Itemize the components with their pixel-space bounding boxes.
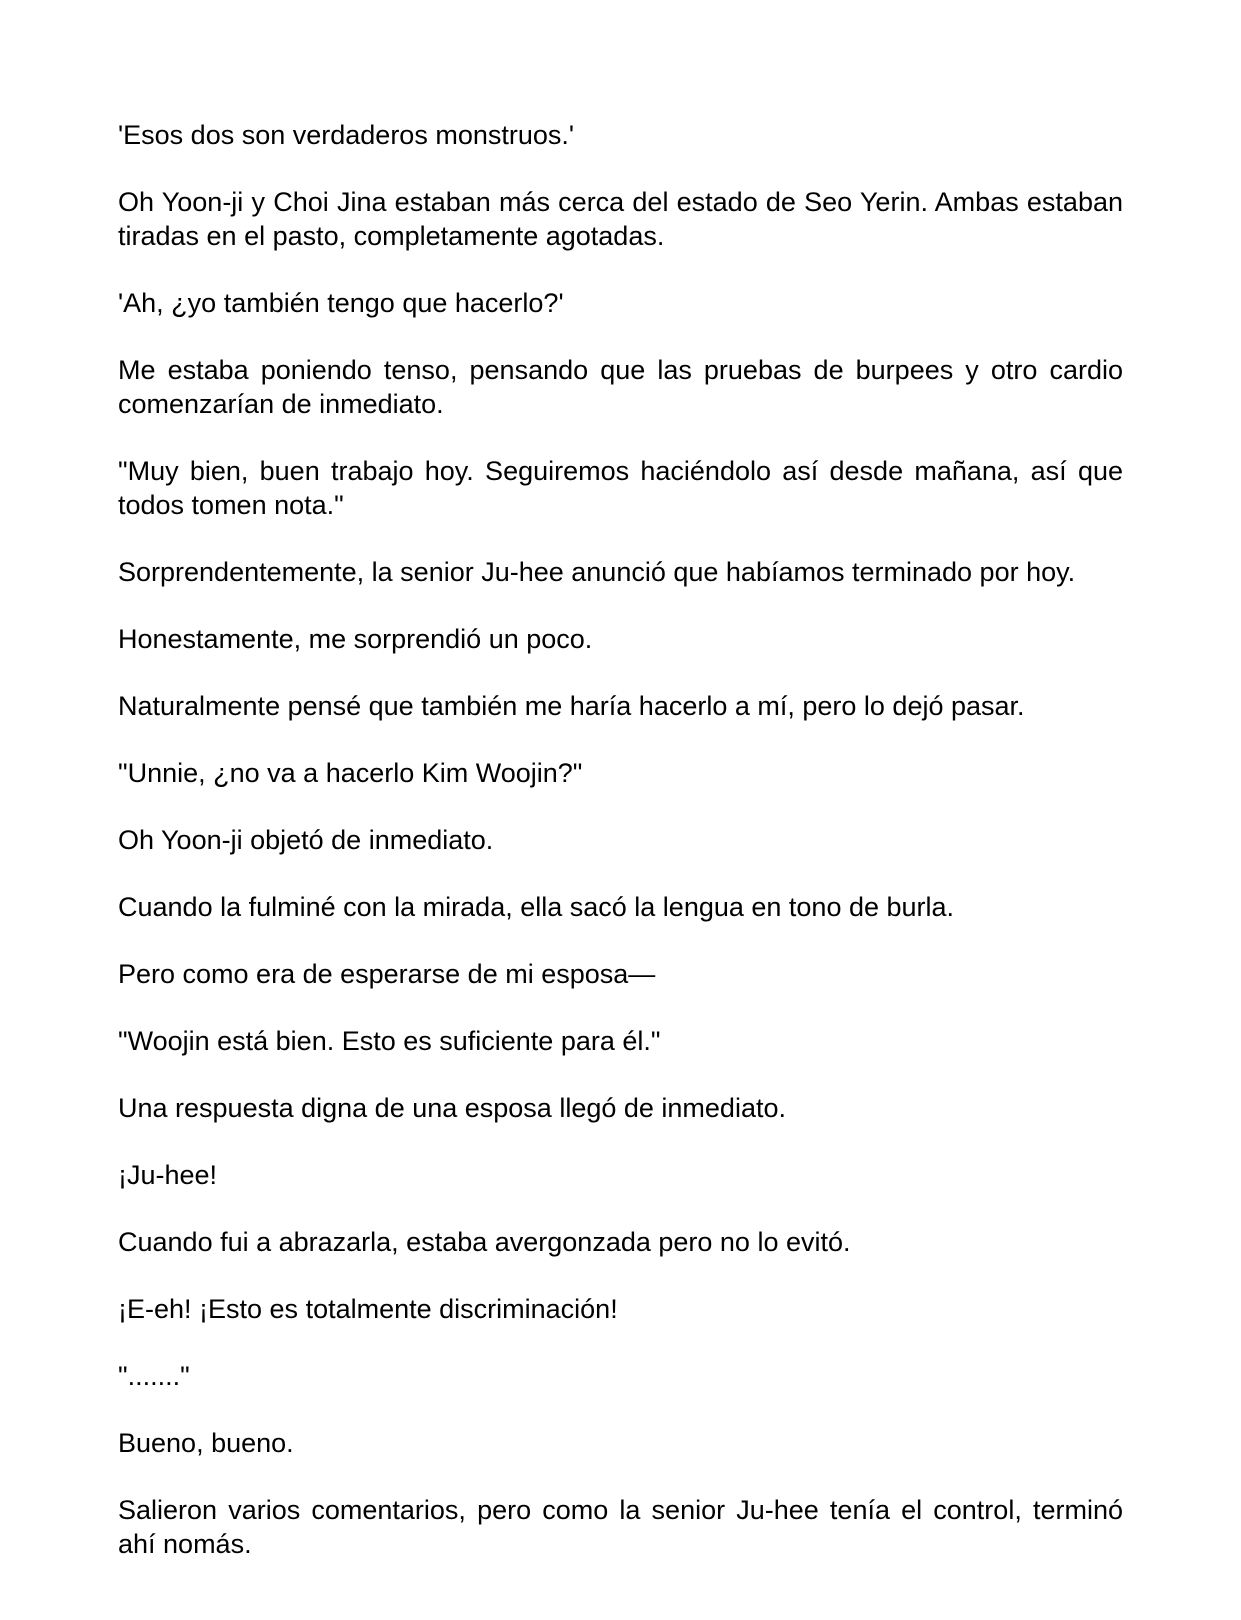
paragraph: Honestamente, me sorprendió un poco. (118, 624, 593, 654)
paragraph: Salieron varios comentarios, pero como la senior Ju-hee tenía el control, terminó ahí nomás. (118, 1495, 1123, 1559)
paragraph: Me estaba poniendo tenso, pensando que las pruebas de burpees y otro cardio comenzarían de inmediato. (118, 355, 1123, 419)
paragraph: ¡Ju-hee! (118, 1160, 218, 1190)
paragraph: Cuando la fulminé con la mirada, ella sacó la lengua en tono de burla. (118, 892, 955, 922)
paragraph: "......." (118, 1361, 190, 1391)
paragraph: "Woojin está bien. Esto es suficiente para él." (118, 1026, 661, 1056)
paragraph: Bueno, bueno. (118, 1428, 294, 1458)
paragraph: Oh Yoon-ji y Choi Jina estaban más cerca del estado de Seo Yerin. Ambas estaban tiradas en el pasto, completamente agotadas. (118, 187, 1123, 251)
paragraph: "Muy bien, buen trabajo hoy. Seguiremos haciéndolo así desde mañana, así que todos tomen nota." (118, 456, 1123, 520)
paragraph: "Unnie, ¿no va a hacerlo Kim Woojin?" (118, 758, 583, 788)
page-body (118, 118, 1123, 1561)
paragraph: Naturalmente pensé que también me haría hacerlo a mí, pero lo dejó pasar. (118, 691, 1025, 721)
paragraph: Cuando fui a abrazarla, estaba avergonzada pero no lo evitó. (118, 1227, 851, 1257)
paragraph: Una respuesta digna de una esposa llegó de inmediato. (118, 1093, 786, 1123)
paragraph: Sorprendentemente, la senior Ju-hee anunció que habíamos terminado por hoy. (118, 557, 1076, 587)
paragraph: Oh Yoon-ji objetó de inmediato. (118, 825, 494, 855)
paragraph: Pero como era de esperarse de mi esposa— (118, 959, 656, 989)
paragraph: 'Ah, ¿yo también tengo que hacerlo?' (118, 288, 564, 318)
paragraph: 'Esos dos son verdaderos monstruos.' (118, 120, 575, 150)
paragraph: ¡E-eh! ¡Esto es totalmente discriminación! (118, 1294, 618, 1324)
